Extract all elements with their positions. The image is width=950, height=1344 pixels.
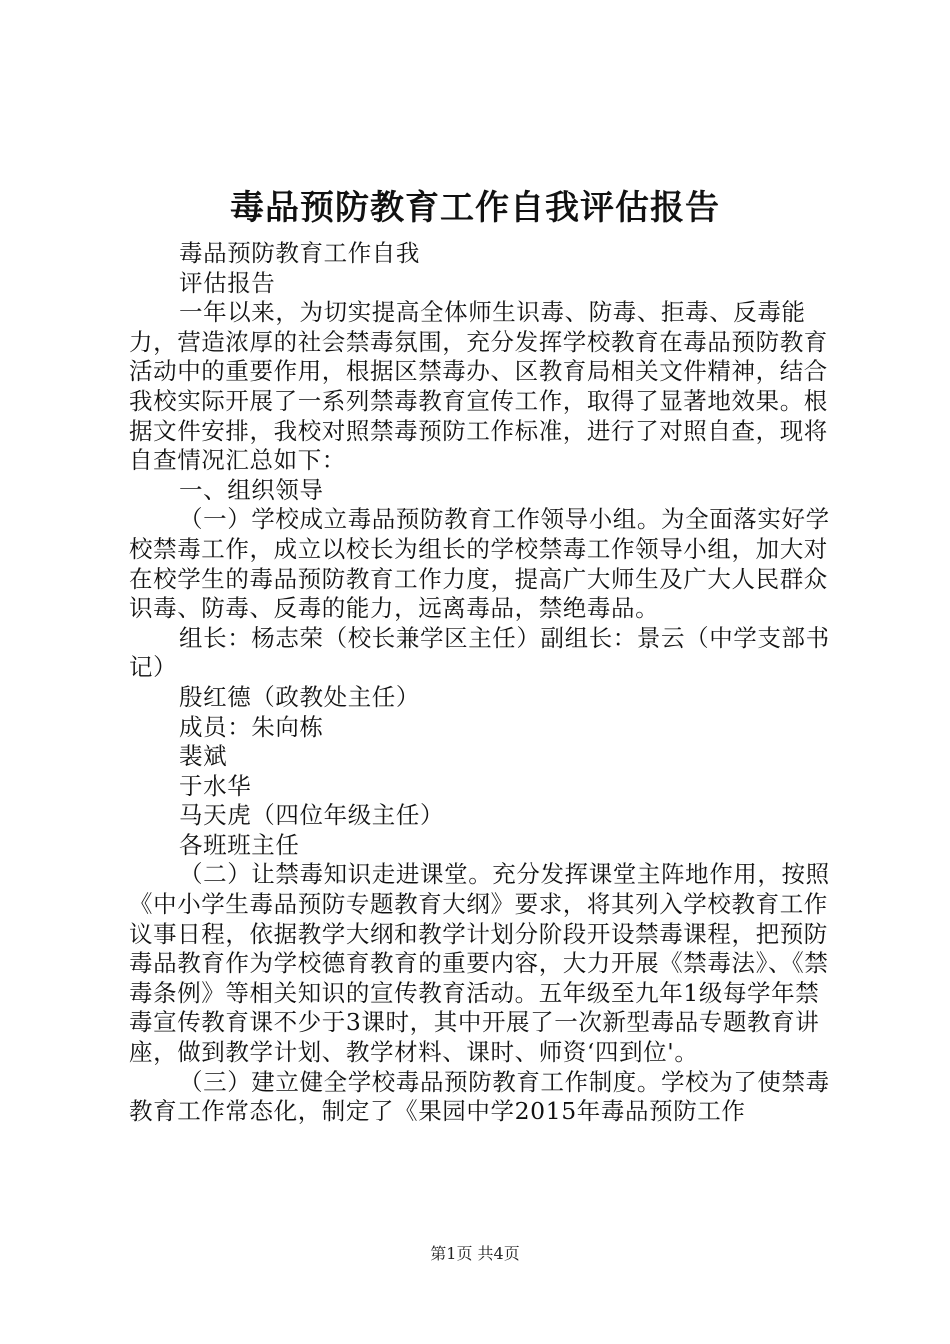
member-line: 各班班主任: [179, 830, 300, 859]
member-line: 成员：朱向栋: [179, 712, 324, 741]
paragraph-system: （三）建立健全学校毒品预防教育工作制度。学校为了使禁毒教育工作常态化，制定了《果园中学2015年毒品预防工作: [129, 1067, 830, 1126]
paragraph-intro: 一年以来，为切实提高全体师生识毒、防毒、拒毒、反毒能力，营造浓厚的社会禁毒氛围，充分发挥学校教育在毒品预防教育活动中的重要作用，根据区禁毒办、区教育局相关文件精神，结合我校实际开展了一系列禁毒教育宣传工作，取得了显著地效果。根据文件安排，我校对照禁毒预防工作标准，进行了对照自查，现将自查情况汇总如下：: [129, 298, 828, 475]
member-line: 裴斌: [179, 742, 228, 771]
member-line: 殷红德（政教处主任）: [179, 682, 420, 711]
paragraph-heading-line-1: 毒品预防教育工作自我: [179, 239, 420, 267]
document-title: 毒品预防教育工作自我评估报告: [230, 188, 720, 228]
member-line: 马天虎（四位年级主任）: [179, 801, 445, 830]
page-number: 第1页 共4页: [430, 1244, 520, 1263]
paragraph-leadership-group: （一）学校成立毒品预防教育工作领导小组。为全面落实好学校禁毒工作，成立以校长为组长的学校禁毒工作领导小组，加大对在校学生的毒品预防教育工作力度，提高广大师生及广大人民群众识毒、防毒、反毒的能力，远离毒品，禁绝毒品。: [129, 505, 830, 623]
section-heading-organization: 一、组织领导: [179, 475, 324, 504]
paragraph-classroom: （二）让禁毒知识走进课堂。充分发挥课堂主阵地作用，按照《中小学生毒品预防专题教育大纲》要求，将其列入学校教育工作议事日程，依据教学大纲和教学计划分阶段开设禁毒课程，把预防毒品教育作为学校德育教育的重要内容，大力开展《禁毒法》、《禁毒条例》等相关知识的宣传教育活动。五年级至九年1级每学年禁毒宣传教育课不少于3课时，其中开展了一次新型毒品专题教育讲座，做到教学计划、教学材料、课时、师资‘四到位'。: [129, 860, 830, 1067]
paragraph-group-leaders: 组长：杨志荣（校长兼学区主任）副组长：景云（中学支部书记）: [129, 623, 830, 682]
paragraph-heading-line-2: 评估报告: [179, 268, 276, 297]
member-line: 于水华: [179, 771, 252, 800]
document-body: [129, 239, 834, 1127]
